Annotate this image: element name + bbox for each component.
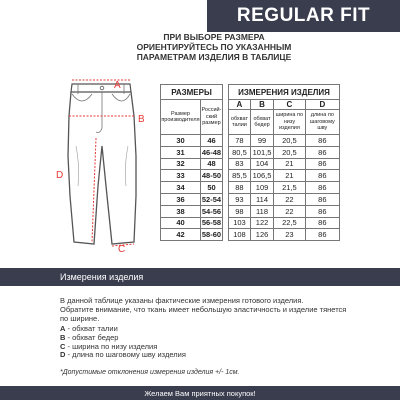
table-row: 31 46-48 xyxy=(161,146,223,158)
table-row: 108 126 23 86 xyxy=(229,229,340,241)
col-letter-c: C xyxy=(274,100,305,110)
measurements-title: Измерения изделия xyxy=(60,272,144,282)
desc-line: В данной таблице указаны фактические измерения готового изделия. xyxy=(60,296,304,305)
table-row: 33 48-50 xyxy=(161,170,223,182)
table-row: 83 104 21 86 xyxy=(229,158,340,170)
table-row: 103 122 22,5 86 xyxy=(229,217,340,229)
measure-b-label: B xyxy=(138,114,145,125)
button-icon xyxy=(100,86,104,90)
table-row: 80,5 101,5 20,5 86 xyxy=(229,146,340,158)
legend-item: D - длина по шаговому шву изделия xyxy=(60,350,186,360)
table-row: 88 109 21,5 86 xyxy=(229,182,340,194)
col-label-c: ширина по низу изделия xyxy=(274,110,305,135)
desc-line: Обратите внимание, что ткань имеет небольшую эластичность и изделие тянется xyxy=(60,305,347,314)
table-row: 85,5 106,5 21 86 xyxy=(229,170,340,182)
measurements-title-bar xyxy=(0,268,400,286)
col-letter-a: A xyxy=(229,100,251,110)
table-row: 78 99 20,5 86 xyxy=(229,135,340,147)
col-label-d: длина по шаговому шву xyxy=(305,110,339,135)
table-row: 32 48 xyxy=(161,158,223,170)
table-row: 38 54-56 xyxy=(161,205,223,217)
jeans-waistband xyxy=(71,84,131,92)
sizes-header: РАЗМЕРЫ xyxy=(161,85,223,100)
legend-item: A - обхват талии xyxy=(60,324,118,333)
table-row: 42 58-60 xyxy=(161,229,223,241)
table-row: 40 56-58 xyxy=(161,217,223,229)
footer-text: Желаем Вам приятных покупок! xyxy=(144,388,256,398)
col-label-a: обхват талии xyxy=(229,110,251,135)
measurement-legend xyxy=(60,325,186,360)
jeans-diagram xyxy=(56,76,156,254)
legend-item: B - обхват бедер xyxy=(60,332,119,342)
legend-item: C - ширина по низу изделия xyxy=(60,341,158,351)
table-row: 36 52-54 xyxy=(161,193,223,205)
intro-line: ОРИЕНТИРУЙТЕСЬ ПО УКАЗАННЫМ xyxy=(136,42,292,52)
tolerance-note: *Допустимые отклонения измерения изделия +/- 1см. xyxy=(60,369,240,376)
measure-header: ИЗМЕРЕНИЯ ИЗДЕЛИЯ xyxy=(229,85,340,100)
intro-line: ПАРАМЕТРАМ ИЗДЕЛИЯ В ТАБЛИЦЕ xyxy=(136,52,292,62)
col-label-b: обхват бедер xyxy=(250,110,273,135)
col-letter-d: D xyxy=(305,100,339,110)
fit-badge: REGULAR FIT xyxy=(207,0,400,32)
size-table-left xyxy=(160,84,223,241)
intro-text xyxy=(120,32,308,62)
col-manufacturer-size: Размер производителя xyxy=(161,100,201,135)
table-row: 34 50 xyxy=(161,182,223,194)
footer-bar xyxy=(0,386,400,400)
measure-a-label: A xyxy=(114,80,121,91)
col-letter-b: B xyxy=(250,100,273,110)
intro-line: ПРИ ВЫБОРЕ РАЗМЕРА xyxy=(163,32,265,42)
measurements-description xyxy=(60,296,380,323)
size-table-right xyxy=(228,84,340,241)
table-row: 98 118 22 86 xyxy=(229,205,340,217)
table-row: 30 46 xyxy=(161,135,223,147)
table-row: 93 114 22 86 xyxy=(229,193,340,205)
col-russian-size: Россий-ский размер xyxy=(200,100,222,135)
desc-line: по ширине. xyxy=(60,314,100,323)
measure-c-label: C xyxy=(118,244,126,254)
measure-d-label: D xyxy=(56,170,64,181)
